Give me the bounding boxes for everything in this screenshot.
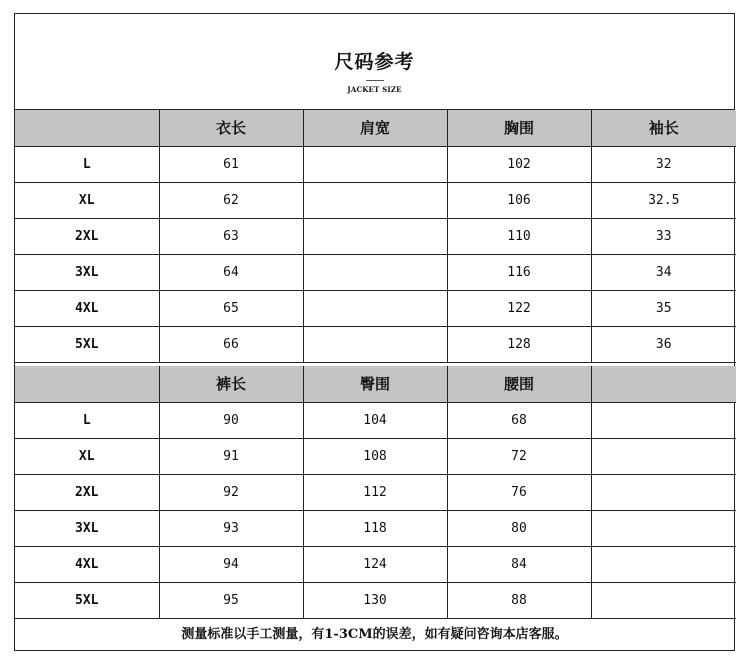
table-cell <box>303 326 447 362</box>
column-header: 衣长 <box>159 110 303 146</box>
table-cell: 92 <box>159 474 303 510</box>
table-cell: 106 <box>447 182 591 218</box>
size-label: 4XL <box>15 290 159 326</box>
table-cell: 72 <box>447 438 591 474</box>
table-row <box>15 254 736 290</box>
column-header: 袖长 <box>591 110 736 146</box>
table-cell: 32.5 <box>591 182 736 218</box>
jacket-size-table <box>15 110 736 363</box>
table-cell: 62 <box>159 182 303 218</box>
title-divider <box>366 80 384 81</box>
table-cell <box>303 254 447 290</box>
chart-header <box>15 14 734 110</box>
column-header <box>15 366 159 402</box>
table-cell: 104 <box>303 402 447 438</box>
page-subtitle: JACKET SIZE <box>347 85 402 94</box>
table-cell: 122 <box>447 290 591 326</box>
column-header: 腰围 <box>447 366 591 402</box>
table-cell <box>591 582 736 618</box>
table-cell: 112 <box>303 474 447 510</box>
table-cell <box>591 510 736 546</box>
table-cell <box>591 438 736 474</box>
table-cell: 64 <box>159 254 303 290</box>
table-cell <box>591 474 736 510</box>
table-cell: 94 <box>159 546 303 582</box>
table-row <box>15 582 736 618</box>
table-row <box>15 438 736 474</box>
table-cell: 124 <box>303 546 447 582</box>
table-row <box>15 146 736 182</box>
table-cell: 84 <box>447 546 591 582</box>
table-cell: 33 <box>591 218 736 254</box>
table-row <box>15 546 736 582</box>
table-cell: 116 <box>447 254 591 290</box>
table-cell: 90 <box>159 402 303 438</box>
table-row <box>15 402 736 438</box>
size-label: 5XL <box>15 582 159 618</box>
table-cell: 110 <box>447 218 591 254</box>
column-header: 臀围 <box>303 366 447 402</box>
size-label: 4XL <box>15 546 159 582</box>
table-cell: 66 <box>159 326 303 362</box>
table-cell <box>591 546 736 582</box>
table-cell: 36 <box>591 326 736 362</box>
table-row <box>15 218 736 254</box>
pants-size-table <box>15 366 736 619</box>
table-cell: 68 <box>447 402 591 438</box>
table-cell: 91 <box>159 438 303 474</box>
size-chart-sheet <box>14 13 735 651</box>
size-label: L <box>15 402 159 438</box>
table-cell: 130 <box>303 582 447 618</box>
table-cell <box>303 146 447 182</box>
size-label: L <box>15 146 159 182</box>
column-header: 肩宽 <box>303 110 447 146</box>
table-header-row <box>15 366 736 402</box>
column-header: 胸围 <box>447 110 591 146</box>
table-cell: 34 <box>591 254 736 290</box>
table-row <box>15 474 736 510</box>
table-cell: 35 <box>591 290 736 326</box>
table-cell: 65 <box>159 290 303 326</box>
table-cell: 80 <box>447 510 591 546</box>
column-header <box>15 110 159 146</box>
table-cell <box>303 218 447 254</box>
size-label: 3XL <box>15 254 159 290</box>
table-cell <box>591 402 736 438</box>
table-header-row <box>15 110 736 146</box>
table-cell: 32 <box>591 146 736 182</box>
table-row <box>15 326 736 362</box>
column-header <box>591 366 736 402</box>
table-cell <box>303 290 447 326</box>
size-label: 5XL <box>15 326 159 362</box>
table-cell: 102 <box>447 146 591 182</box>
size-label: 2XL <box>15 474 159 510</box>
table-row <box>15 510 736 546</box>
table-row <box>15 182 736 218</box>
size-label: XL <box>15 438 159 474</box>
size-label: XL <box>15 182 159 218</box>
size-label: 2XL <box>15 218 159 254</box>
table-row <box>15 290 736 326</box>
page-title: 尺码参考 <box>334 51 415 73</box>
table-cell: 88 <box>447 582 591 618</box>
table-cell: 95 <box>159 582 303 618</box>
table-cell: 118 <box>303 510 447 546</box>
size-label: 3XL <box>15 510 159 546</box>
table-cell: 108 <box>303 438 447 474</box>
table-cell: 128 <box>447 326 591 362</box>
table-cell: 63 <box>159 218 303 254</box>
table-cell: 61 <box>159 146 303 182</box>
column-header: 裤长 <box>159 366 303 402</box>
measurement-note: 测量标准以手工测量，有1-3CM的误差，如有疑问咨询本店客服。 <box>181 627 568 642</box>
table-cell <box>303 182 447 218</box>
table-cell: 76 <box>447 474 591 510</box>
table-cell: 93 <box>159 510 303 546</box>
